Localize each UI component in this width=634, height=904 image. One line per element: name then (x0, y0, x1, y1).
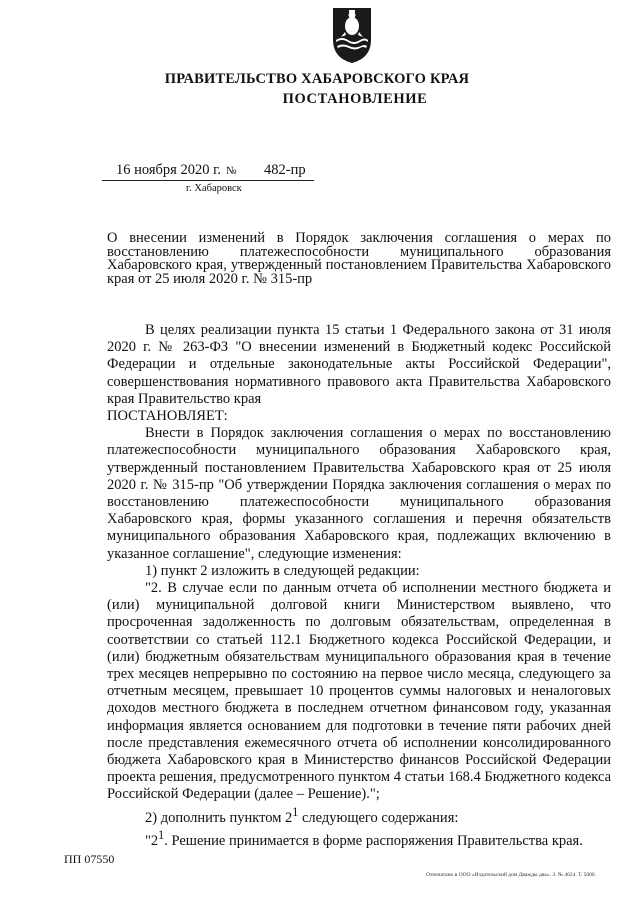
coat-of-arms-graphic (330, 6, 374, 64)
document-subject: О внесении изменений в Порядок заключения соглашения о мерах по восстановлению платежеспособности муниципального образования Хабаровского края, утвержденный постановлением Правительства Хабаровского края от 25 июля 2020 г. № 315-пр (107, 230, 611, 287)
item-2-suffix: следующего содержания: (298, 809, 459, 826)
government-title: ПРАВИТЕЛЬСТВО ХАБАРОВСКОГО КРАЯ (164, 71, 470, 87)
preamble-paragraph: В целях реализации пункта 15 статьи 1 Федерального закона от 31 июля 2020 г. № 263-ФЗ "О внесении изменений в Бюджетный кодекс Российской Федерации и отдельные законодательные акты Российской Федерации", совершенствования нормативного правового акта Правительства Хабаровского края Правительство края (107, 322, 611, 407)
document-type: ПОСТАНОВЛЕНИЕ (282, 91, 428, 107)
item-1-text-paragraph: "2. В случае если по данным отчета об исполнении местного бюджета и (или) муниципальной долговой книги Министерством выявлено, что просроченная задолженность по долговым обязательствам, определенная в соответствии со статьей 112.1 Бюджетного кодекса Российской Федерации, и (или) бюджетным обязательствам муниципального образования края в течение трех месяцев непрерывно по состоянию на первое число месяца, следующего за отчетным месяцем, превышает 10 процентов суммы налоговых и неналоговых доходов местного бюджета в последнем отчетном финансовом году, указанная информация является основанием для подготовки в течение пяти рабочих дней после представления ежемесячного отчета об исполнении консолидированного бюджета Хабаровского края в Министерство финансов Российской Федерации проекта решения, предусмотренного пунктом 4 статьи 168.4 Бюджетного кодекса Российской Федерации (далее – Решение)."; (107, 580, 611, 803)
item-2-text-paragraph (107, 827, 611, 850)
document-code: ПП 07550 (64, 852, 115, 866)
printing-note: Отпечатано в ООО «Издательский дом Дважды два». З. № 4624. Т. 5000. (426, 872, 597, 878)
item-2-superscript: 1 (292, 804, 299, 819)
main-paragraph: Внести в Порядок заключения соглашения о мерах по восстановлению платежеспособности муниципального образования Хабаровского края, утвержденный постановлением Правительства Хабаровского края от 25 июля 2020 г. № 315-пр "Об утверждении Порядка заключения соглашения о мерах по восстановлению платежеспособности муниципального образования Хабаровского края, формы указанного соглашения и перечня обязательств муниципального образования Хабаровского края, подлежащих включению в указанное соглашение", следующие изменения: (107, 425, 611, 562)
number-sign: № (226, 165, 237, 177)
resolves-heading: ПОСТАНОВЛЯЕТ: (107, 408, 228, 425)
date-number-line (102, 162, 314, 181)
item-2-text-suffix: . Решение принимается в форме распоряжения Правительства края. (164, 832, 583, 849)
document-city: г. Хабаровск (186, 183, 242, 194)
document-date: 16 ноября 2020 г. (116, 162, 222, 178)
item-2-text-superscript: 1 (158, 827, 165, 842)
item-2-text-prefix: "2 (145, 832, 159, 849)
item-2-prefix: 2) дополнить пунктом 2 (145, 809, 293, 826)
document-number: 482-пр (264, 162, 306, 178)
item-1-paragraph: 1) пункт 2 изложить в следующей редакции: (145, 562, 420, 579)
item-2-paragraph (107, 804, 611, 827)
coat-of-arms-icon (330, 6, 374, 64)
document-body (107, 322, 611, 850)
